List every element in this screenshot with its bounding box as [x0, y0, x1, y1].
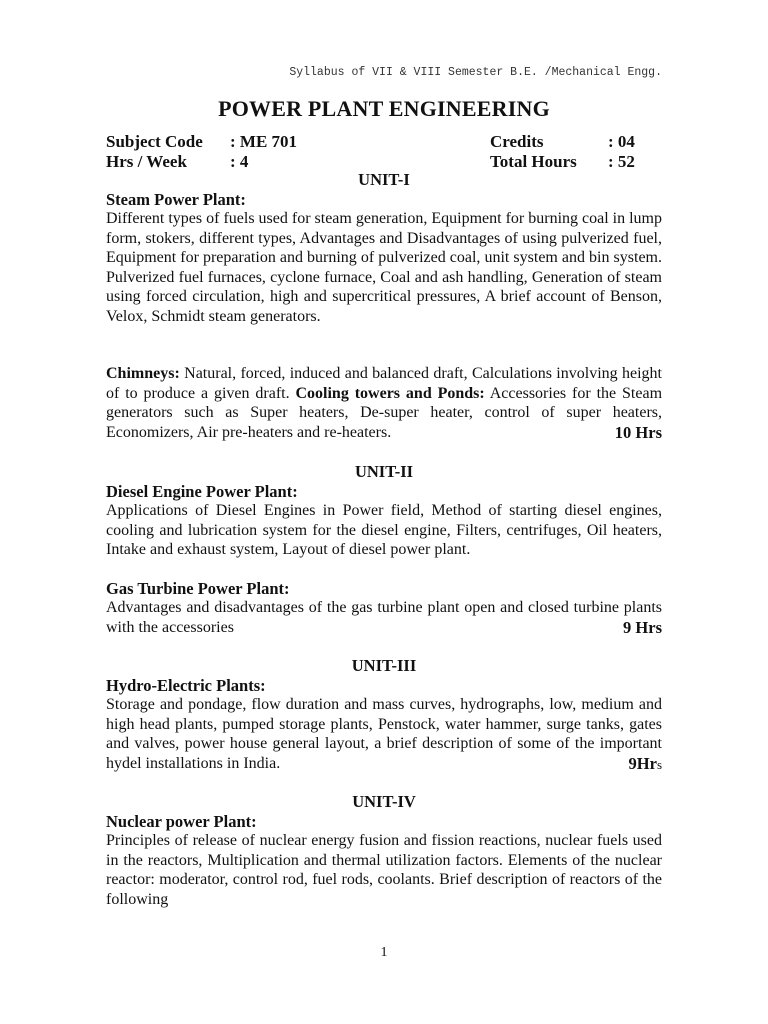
hrs-week-label: Hrs / Week	[106, 152, 187, 171]
steam-power-plant-heading: Steam Power Plant:	[106, 190, 246, 209]
hydro-electric-paragraph	[106, 695, 662, 774]
unit-1-title: UNIT-I	[358, 170, 410, 189]
chimneys-paragraph	[106, 364, 662, 442]
gas-turbine-heading: Gas Turbine Power Plant:	[106, 579, 290, 598]
nuclear-power-text: Principles of release of nuclear energy fusion and fission reactions, nuclear fuels used in the reactors, Multiplication and thermal utilization factors. Elements of the nuclear reactor: moderator, control rod, fuel rods, coolants. Brief description of reactors of the following	[106, 832, 662, 908]
subject-code-label: Subject Code	[106, 132, 203, 151]
cooling-towers-text: Accessories for the Steam generators such as Super heaters, De-super heater, control of super heaters, Economizers, Air pre-heaters and re-heaters.	[106, 384, 663, 441]
gas-turbine-text: Advantages and disadvantages of the gas turbine plant open and closed turbine plants with the accessories	[106, 599, 662, 636]
unit-3-title: UNIT-III	[351, 656, 417, 675]
unit-3-hours	[629, 754, 662, 775]
page-number: 1	[380, 945, 388, 960]
subject-code-value: : ME 701	[230, 132, 298, 151]
unit-3-hours-suffix: s	[656, 756, 662, 772]
document-page	[106, 60, 662, 1020]
nuclear-power-heading: Nuclear power Plant:	[106, 812, 257, 831]
unit-2-hours: 9 Hrs	[623, 617, 662, 637]
chimneys-text: Natural, forced, induced and balanced draft, Calculations involving height of to produce a given draft.	[106, 365, 662, 402]
diesel-engine-heading: Diesel Engine Power Plant:	[106, 482, 298, 501]
hydro-electric-heading: Hydro-Electric Plants:	[106, 676, 266, 695]
total-hours-value: : 52	[608, 152, 635, 171]
chimneys-label: Chimneys:	[106, 365, 180, 382]
unit-2-title: UNIT-II	[354, 462, 414, 481]
total-hours-label: Total Hours	[490, 152, 577, 171]
steam-power-plant-text: Different types of fuels used for steam generation, Equipment for burning coal in lump form, stokers, different types, Advantages and Disadvantages of using pulverized fuel, Equipment for preparation and burning of pulverized coal, unit system and bin system. Pulverized fuel furnaces, cyclone furnace, Coal and ash handling, Generation of steam using forced circulation, high and supercritical pressures, A brief account of Benson, Velox, Schmidt steam generators.	[106, 210, 662, 325]
diesel-engine-text: Applications of Diesel Engines in Power field, Method of starting diesel engines, cooling and lubrication system for the diesel engine, Filters, centrifuges, Oil heaters, Intake and exhaust system, Layout of diesel power plant.	[106, 502, 662, 558]
document-title: POWER PLANT ENGINEERING	[218, 96, 550, 121]
unit-4-title: UNIT-IV	[352, 792, 416, 811]
cooling-towers-label: Cooling towers and Ponds:	[295, 384, 485, 402]
hrs-week-value: : 4	[230, 152, 249, 171]
hydro-electric-text: Storage and pondage, flow duration and mass curves, hydrographs, low, medium and high head plants, pumped storage plants, Penstock, water hammer, surge tanks, gates and valves, power house general layout, a brief description of some of the important hydel installations in India.	[106, 696, 662, 772]
gas-turbine-paragraph	[106, 598, 662, 637]
unit-3-hours-main: 9Hr	[628, 753, 657, 773]
unit-1-hours: 10 Hrs	[614, 422, 662, 442]
credits-label: Credits	[490, 132, 544, 151]
credits-value: : 04	[608, 132, 635, 151]
running-head: Syllabus of VII & VIII Semester B.E. /Mechanical Engg.	[289, 66, 662, 79]
